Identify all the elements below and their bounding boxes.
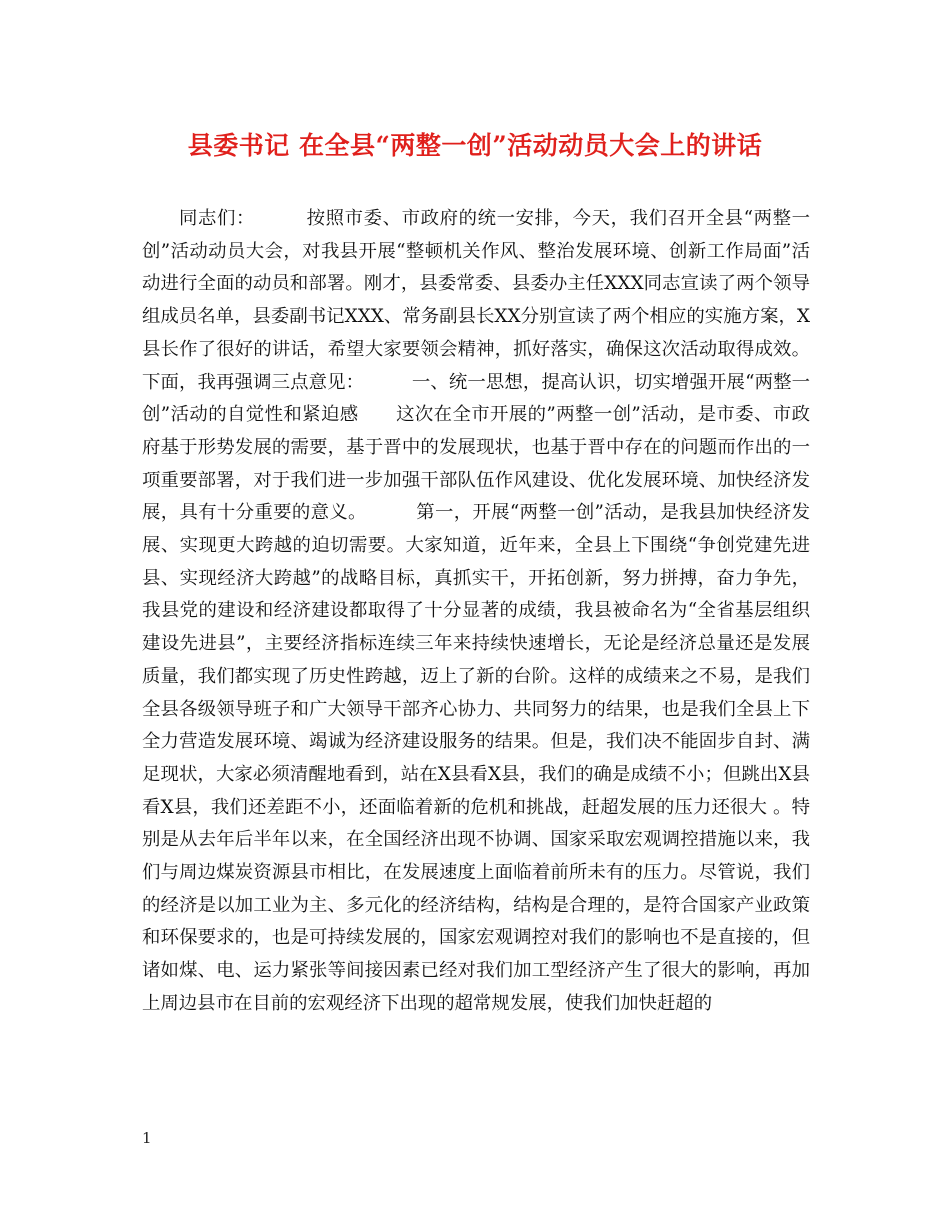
document-title: 县委书记 在全县“两整一创”活动动员大会上的讲话	[187, 131, 763, 160]
body-paragraph: 同志们： 按照市委、市政府的统一安排，今天，我们召开全县“两整一创”活动动员大会，对我县开展“整顿机关作风、整治发展环境、创新工作局面”活动进行全面的动员和部署。刚才，县委常委、县委办主任XXX同志宣读了两个领导组成员名单，县委副书记XXX、常务副县长XX分别宣读了两个相应的实施方案，X县长作了很好的讲话，希望大家要领会精神，抓好落实，确保这次活动取得成效。下面，我再强调三点意见： 一、统一思想，提高认识，切实增强开展“两整一创”活动的自觉性和紧迫感 这次在全市开展的”两整一创”活动，是市委、市政府基于形势发展的需要，基于晋中的发展现状，也基于晋中存在的问题而作出的一项重要部署，对于我们进一步加强干部队伍作风建设、优化发展环境、加快经济发展，具有十分重要的意义。 第一，开展“两整一创”活动，是我县加快经济发展、实现更大跨越的迫切需要。大家知道，近年来，全县上下围绕“争创党建先进县、实现经济大跨越”的战略目标，真抓实干，开拓创新，努力拼搏，奋力争先，我县党的建设和经济建设都取得了十分显著的成绩，我县被命名为“全省基层组织建设先进县”，主要经济指标连续三年来持续快速增长，无论是经济总量还是发展质量，我们都实现了历史性跨越，迈上了新的台阶。这样的成绩来之不易，是我们全县各级领导班子和广大领导干部齐心协力、共同努力的结果，也是我们全县上下全力营造发展环境、竭诚为经济建设服务的结果。但是，我们决不能固步自封、满足现状，大家必须清醒地看到，站在X县看X县，我们的确是成绩不小；但跳出X县看X县，我们还差距不小，还面临着新的危机和挑战，赶超发展的压力还很大 。特别是从去年后半年以来，在全国经济出现不协调、国家采取宏观调控措施以来，我们与周边煤炭资源县市相比，在发展速度上面临着前所未有的压力。尽管说，我们的经济是以加工业为主、多元化的经济结构，结构是合理的，是符合国家产业政策和环保要求的，也是可持续发展的，国家宏观调控对我们的影响也不是直接的，但诸如煤、电、运力紧张等间接因素已经对我们加工型经济产生了很大的影响，再加上周边县市在目前的宏观经济下出现的超常规发展，使我们加快赶超的	[142, 208, 810, 1014]
document-body	[142, 203, 810, 1021]
page-number: 1	[142, 1129, 152, 1147]
